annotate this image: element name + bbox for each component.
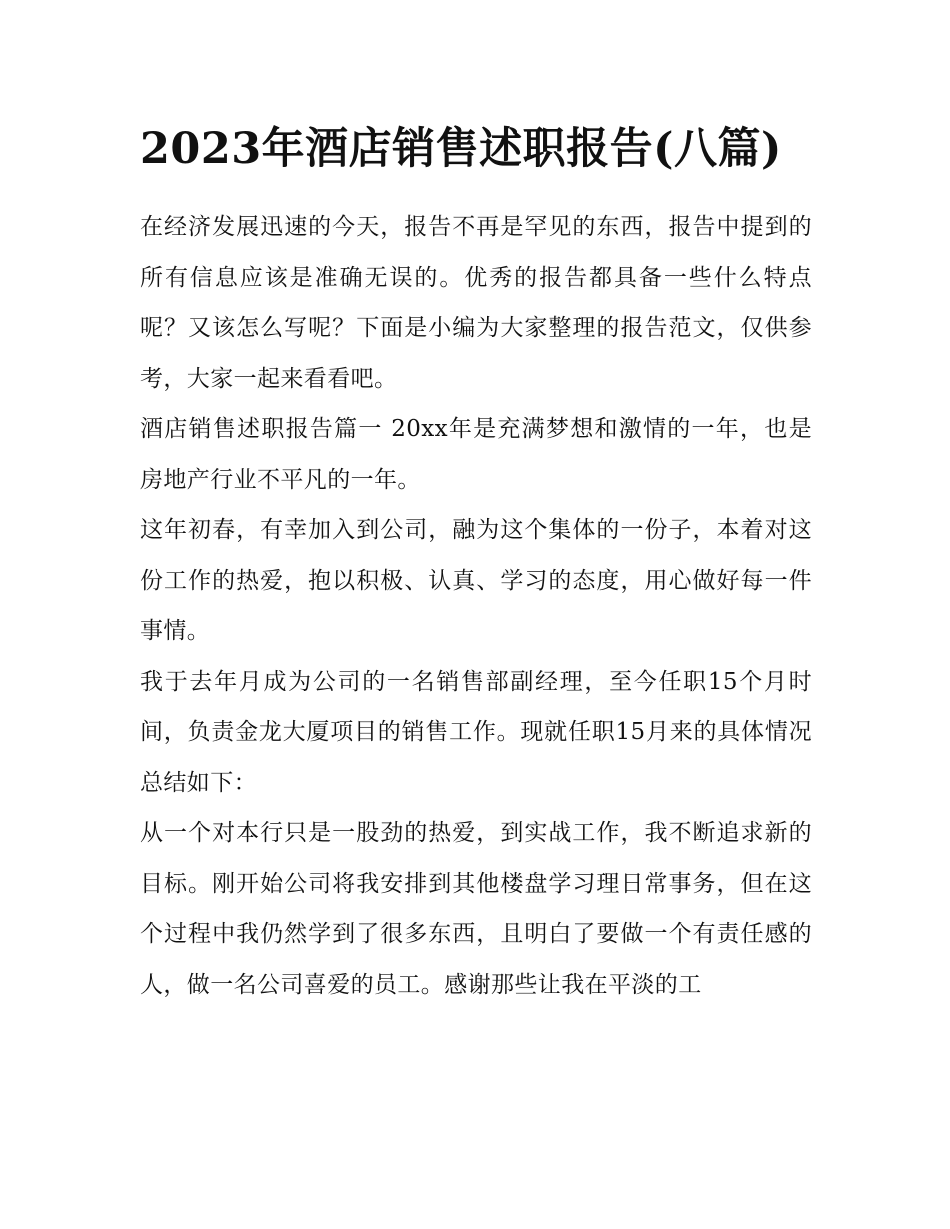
paragraph-position-summary: 我于去年月成为公司的一名销售部副经理，至今任职15个月时间，负责金龙大厦项目的销售工作。现就任职15月来的具体情况总结如下： xyxy=(140,668,812,796)
document-body xyxy=(140,112,812,1010)
paragraph-joining-company: 这年初春，有幸加入到公司，融为这个集体的一份子，本着对这份工作的热爱，抱以积极、认真、学习的态度，用心做好每一件事情。 xyxy=(140,517,812,644)
paragraph-learning-experience: 从一个对本行只是一股劲的热爱，到实战工作，我不断追求新的目标。刚开始公司将我安排到其他楼盘学习理日常事务，但在这个过程中我仍然学到了很多东西，且明白了要做一个有责任感的人，做一名公司喜爱的员工。感谢那些让我在平淡的工 xyxy=(140,820,812,998)
paragraph-chapter-one-opening: 酒店销售述职报告篇一 20xx年是充满梦想和激情的一年，也是房地产行业不平凡的一年。 xyxy=(140,416,812,493)
paragraph-intro: 在经济发展迅速的今天，报告不再是罕见的东西，报告中提到的所有信息应该是准确无误的。优秀的报告都具备一些什么特点呢？又该怎么写呢？下面是小编为大家整理的报告范文，仅供参考，大家一起来看看吧。 xyxy=(140,214,812,392)
document-title: 2023年酒店销售述职报告(八篇) xyxy=(140,124,782,174)
